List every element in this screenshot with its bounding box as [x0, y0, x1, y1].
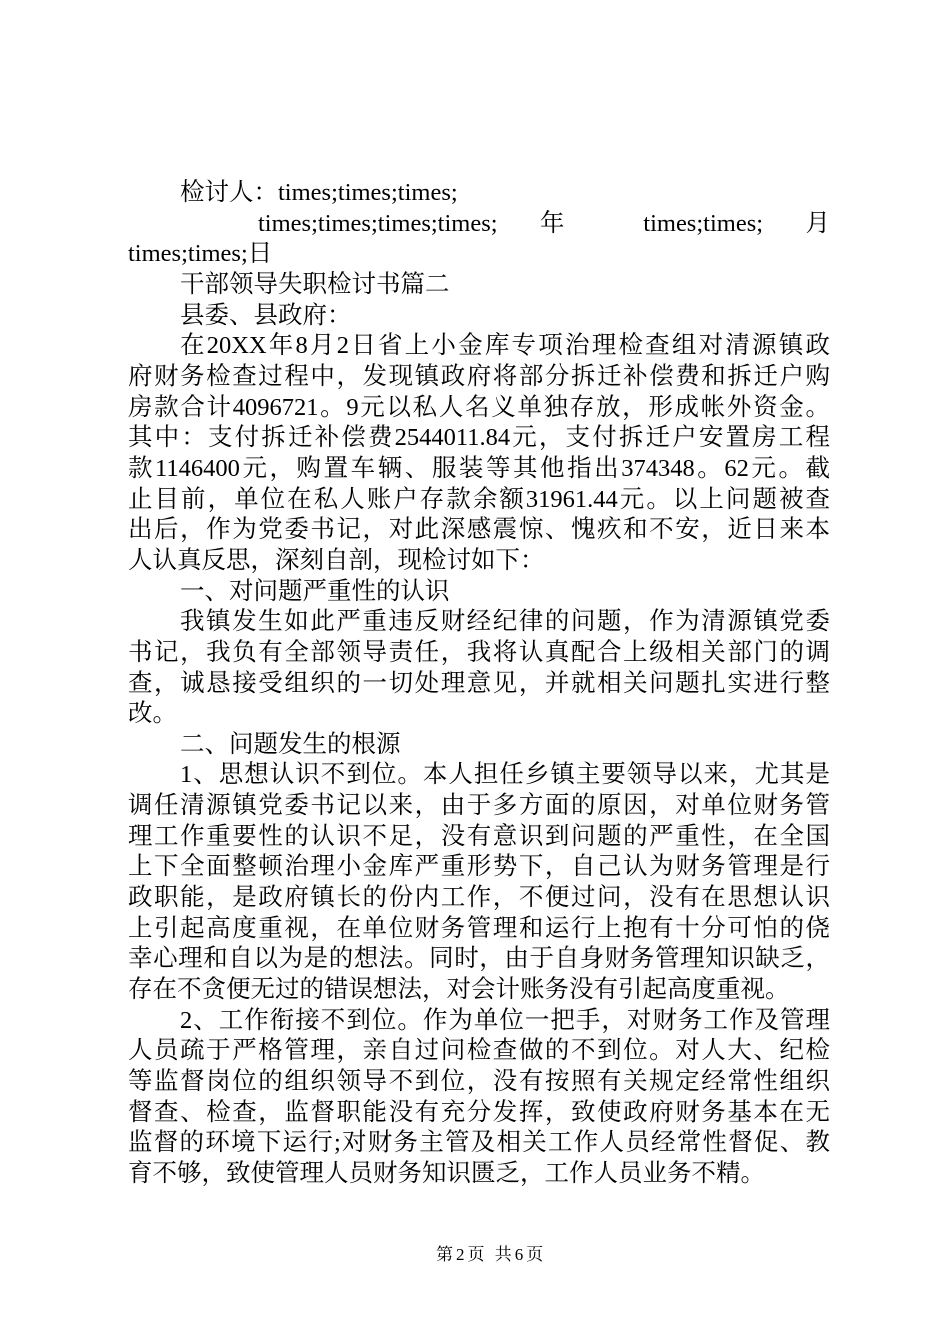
paragraph-line: 止目前，单位在私人账户存款余额31961.44元。以上问题被查: [128, 485, 830, 513]
section2-heading: 二、问题发生的根源: [180, 730, 401, 758]
paragraph-line: 其中：支付拆迁补偿费2544011.84元，支付拆迁户安置房工程: [128, 424, 830, 452]
paragraph-line: 人员疏于严格管理，亲自过问检查做的不到位。对人大、纪检: [128, 1037, 830, 1065]
paragraph-line: 幸心理和自以为是的想法。同时，由于自身财务管理知识缺乏，: [128, 945, 830, 973]
paragraph-line: 上下全面整顿治理小金库严重形势下，自己认为财务管理是行: [128, 853, 830, 881]
paragraph-line: 款1146400元，购置车辆、服装等其他指出374348。62元。截: [128, 454, 830, 482]
paragraph-line: 改。: [128, 700, 177, 728]
paragraph-line: 我镇发生如此严重违反财经纪律的问题，作为清源镇党委: [180, 608, 830, 636]
paragraph-line: 督查、检查，监督职能没有充分发挥，致使政府财务基本在无: [128, 1098, 830, 1126]
paragraph-line: 监督的环境下运行;对财务主管及相关工作人员经常性督促、教: [128, 1129, 830, 1157]
salutation: 县委、县政府：: [180, 301, 352, 329]
intro-paragraph: [128, 331, 830, 576]
section2-point2-paragraph: [128, 1006, 830, 1190]
signature-label-line: 检讨人：times;times;times;: [180, 179, 458, 206]
paragraph-line: 调任清源镇党委书记以来，由于多方面的原因，对单位财务管: [128, 792, 830, 820]
paragraph-line: 2、工作衔接不到位。作为单位一把手，对财务工作及管理: [180, 1006, 830, 1034]
paragraph-line: 府财务检查过程中，发现镇政府将部分拆迁补偿费和拆迁户购: [128, 362, 830, 390]
paragraph-line: 查，诚恳接受组织的一切处理意见，并就相关问题扎实进行整: [128, 669, 830, 697]
section-title: 干部领导失职检讨书篇二: [180, 270, 450, 298]
section1-heading: 一、对问题严重性的认识: [180, 577, 450, 605]
paragraph-line: 出后，作为党委书记，对此深感震惊、愧疚和不安，近日来本: [128, 516, 830, 544]
paragraph-line: 1、思想认识不到位。本人担任乡镇主要领导以来，尤其是: [180, 761, 830, 789]
signature-date-line: times;times;times;times; 年 times;times; 月: [258, 209, 830, 237]
paragraph-line: 存在不贪便无过的错误想法，对会计账务没有引起高度重视。: [128, 976, 790, 1004]
paragraph-line: 在20XX年8月2日省上小金库专项治理检查组对清源镇政: [180, 332, 830, 360]
paragraph-line: 育不够，致使管理人员财务知识匮乏，工作人员业务不精。: [128, 1160, 765, 1187]
paragraph-line: 书记，我负有全部领导责任，我将认真配合上级相关部门的调: [128, 638, 830, 666]
page-number: 第2页 共6页: [436, 1245, 547, 1264]
section2-point1-paragraph: [128, 760, 830, 1005]
paragraph-line: 上引起高度重视，在单位财务管理和运行上抱有十分可怕的侥: [128, 914, 830, 942]
document-body: [128, 178, 830, 1190]
paragraph-line: 理工作重要性的认识不足，没有意识到问题的严重性，在全国: [128, 822, 830, 850]
paragraph-line: 政职能，是政府镇长的份内工作，不便过问，没有在思想认识: [128, 884, 830, 912]
paragraph-line: 房款合计4096721。9元以私人名义单独存放，形成帐外资金。: [128, 393, 830, 421]
paragraph-line: 等监督岗位的组织领导不到位，没有按照有关规定经常性组织: [128, 1068, 830, 1096]
section1-paragraph: [128, 607, 830, 730]
signature-date-line-end: times;times;日: [128, 240, 273, 268]
paragraph-line: 人认真反思，深刻自剖，现检讨如下：: [128, 546, 545, 574]
